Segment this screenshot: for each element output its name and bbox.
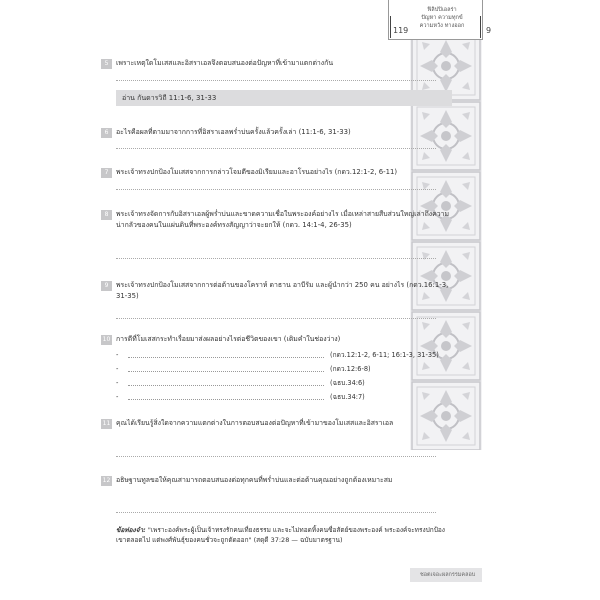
question-number: 5 <box>101 59 112 69</box>
fill-in-row <box>116 364 371 374</box>
reading-banner <box>116 90 452 106</box>
question-8 <box>104 209 450 231</box>
question-text: เพราะเหตุใดโมเสสและอิสราเอลจึงตอบสนองต่อปัญหาที่เข้ามาแตกต่างกัน <box>116 59 334 67</box>
question-12 <box>102 475 450 486</box>
answer-line <box>116 512 436 513</box>
page-number-left: 119 <box>393 26 409 35</box>
fill-reference: (กดว.12:1-2, 6-11; 16:1-3, 31-35) <box>330 351 439 359</box>
question-10 <box>102 334 450 345</box>
page-number-right: 9 <box>486 26 492 35</box>
fill-reference: (ฉธบ.34:6) <box>330 379 365 387</box>
fill-reference: (ฉธบ.34:7) <box>330 393 365 401</box>
question-number: 11 <box>102 420 111 427</box>
answer-line <box>116 258 436 259</box>
fill-in-row <box>116 392 365 402</box>
answer-line <box>116 189 436 190</box>
fill-reference: (กดว.12:6-8) <box>330 365 371 373</box>
fill-blank[interactable] <box>128 371 324 372</box>
question-number: 12 <box>102 477 111 484</box>
question-number: 8 <box>101 210 112 220</box>
question-5 <box>104 58 450 69</box>
fill-blank[interactable] <box>128 357 324 358</box>
fill-bullet: - <box>116 351 119 359</box>
fill-blank[interactable] <box>128 385 324 386</box>
header-bar-right <box>480 16 481 38</box>
question-text: พระเจ้าทรงปกป้องโมเสสจากการต่อต้านของโคราห์ ดาธาน อาบีรัม และผู้นำกว่า 250 คน อย่างไร (กดว.16:1-3, 31-35) <box>116 281 449 300</box>
header-title <box>411 6 473 30</box>
header-title-line: ความหวัง ทางออก <box>419 23 465 29</box>
question-9 <box>104 280 450 302</box>
question-text: อธิษฐานทูลขอให้คุณสามารถตอบสนองต่อทุกคนที่พร่ำบ่นและต่อต้านคุณอย่างถูกต้องเหมาะสม <box>116 476 393 484</box>
header-title-line: ฟิลิปปิเอลร่า <box>427 7 457 13</box>
fill-bullet: - <box>116 393 119 401</box>
answer-line <box>116 80 436 81</box>
answer-line <box>116 456 436 457</box>
footer-text: ชอตเจอะผลกรรมคลอบ <box>420 572 476 578</box>
fill-bullet: - <box>116 365 119 373</box>
fill-in-row <box>116 378 365 388</box>
page-header <box>388 0 483 40</box>
memory-verse <box>116 525 452 545</box>
answer-line <box>116 318 436 319</box>
header-bar-left <box>390 16 391 38</box>
memory-label: ข้อท่องจำ: <box>116 526 146 534</box>
question-text: พระเจ้าทรงจัดการกับอิสราเอลผู้พร่ำบ่นและขาดความเชื่อในพระองค์อย่างไร เมื่อเหล่าสายสืบส่วนใหญ่เล่าถึงความน่ากลัวของคนในแผ่นดินที่พระองค์ทรงสัญญาว่าจะยกให้ (กดว. 14:1-4, 26-35) <box>116 210 450 229</box>
question-text: การดีที่โมเสสกระทำเรื่อยมาส่งผลอย่างไรต่อชีวิตของเขา (เติมคำในช่องว่าง) <box>116 335 341 343</box>
question-number: 6 <box>101 128 112 138</box>
fill-in-row <box>116 350 439 360</box>
question-text: คุณได้เรียนรู้สิ่งใดจากความแตกต่างในการตอบสนองต่อปัญหาที่เข้ามาของโมเสสและอิสราเอล <box>116 419 394 427</box>
question-text: พระเจ้าทรงปกป้องโมเสสจากการกล่าวโจมตีของมิเรียมและอาโรนอย่างไร (กดว.12:1-2, 6-11) <box>116 168 398 176</box>
header-title-line: ปัญหา ความทุกข์ <box>421 15 463 21</box>
fill-blank[interactable] <box>128 399 324 400</box>
answer-line <box>116 148 436 149</box>
question-11 <box>102 418 450 429</box>
reading-text: อ่าน กันดารวิถี 11:1-6, 31-33 <box>122 94 217 102</box>
footer-tag <box>410 568 482 582</box>
memory-text: "เพราะองค์พระผู้เป็นเจ้าทรงรักคนเที่ยงธรรม และจะไม่ทอดทิ้งคนซื่อสัตย์ของพระองค์ พระองค์จะทรงปกป้องเขาตลอดไป แต่พงศ์พันธุ์ของคนชั่วจะถูกตัดออก" (สดุดี 37:28 — ฉบับมาตรฐาน) <box>116 526 445 544</box>
fill-bullet: - <box>116 379 119 387</box>
question-6 <box>104 127 450 138</box>
question-number: 10 <box>102 336 111 343</box>
question-number: 7 <box>101 168 112 178</box>
question-7 <box>104 167 450 178</box>
question-number: 9 <box>101 281 112 291</box>
question-text: อะไรคือผลที่ตามมาจากการที่อิสราเอลพร่ำบ่นครั้งแล้วครั้งเล่า (11:1-6, 31-33) <box>116 128 351 136</box>
